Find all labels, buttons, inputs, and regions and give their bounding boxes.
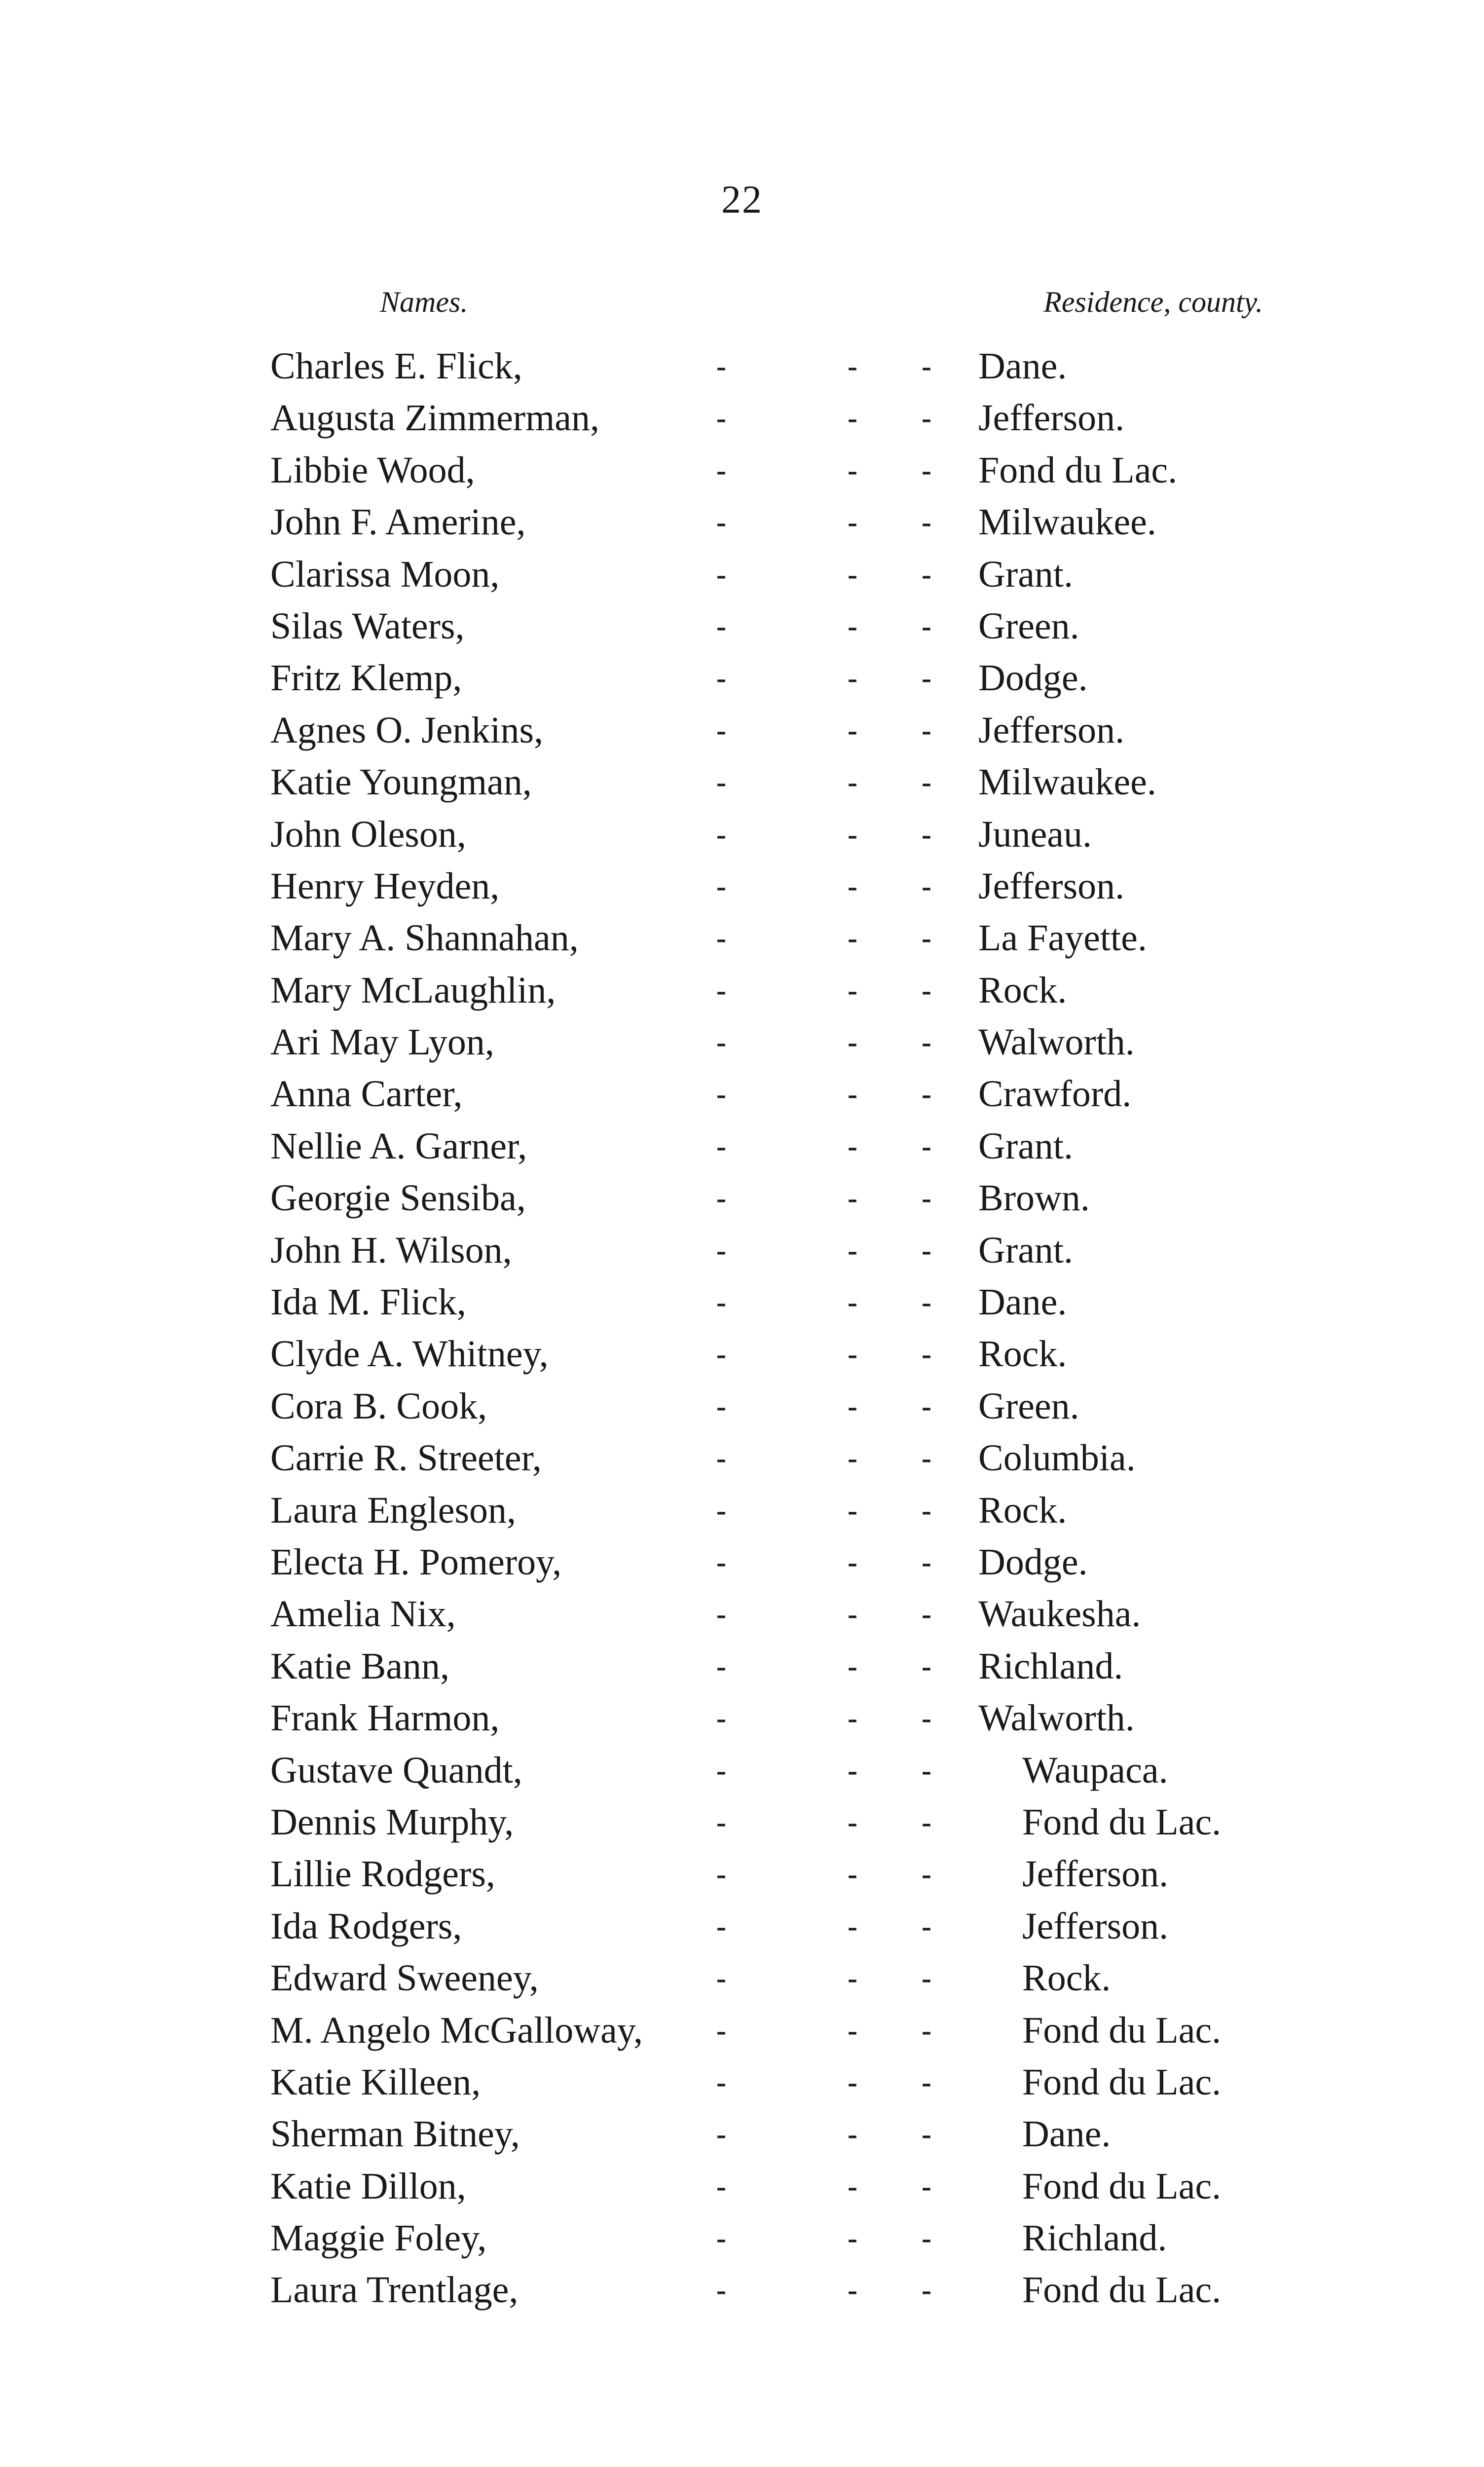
- entry-name: Ida M. Flick,: [270, 1281, 466, 1323]
- entry-county: Juneau.: [978, 813, 1092, 855]
- list-item: [0, 1225, 1484, 1276]
- entry-name: Clarissa Moon,: [270, 553, 500, 595]
- leader-dash: -: [716, 1286, 726, 1319]
- leader-dash: -: [922, 713, 931, 747]
- leader-dash: -: [922, 2118, 931, 2151]
- entry-county: Green.: [978, 1385, 1079, 1427]
- leader-dash: -: [922, 1962, 931, 1995]
- entry-county: Rock.: [1022, 1957, 1111, 1999]
- entry-name: Gustave Quandt,: [270, 1749, 522, 1791]
- entry-name: Clyde A. Whitney,: [270, 1333, 549, 1375]
- entry-county: Rock.: [978, 1489, 1067, 1531]
- leader-dash: -: [848, 453, 857, 486]
- leader-dash: -: [922, 1078, 931, 1111]
- leader-dash: -: [848, 1442, 857, 1475]
- list-item: [0, 1588, 1484, 1640]
- leader-dash: -: [922, 766, 931, 799]
- list-item: [0, 1172, 1484, 1224]
- leader-dash: -: [922, 1442, 931, 1475]
- leader-dash: -: [848, 506, 857, 539]
- leader-dash: -: [922, 558, 931, 591]
- entry-name: Katie Killeen,: [270, 2061, 481, 2103]
- entry-county: Jefferson.: [1022, 1905, 1169, 1947]
- entry-county: Fond du Lac.: [1022, 1801, 1222, 1843]
- leader-dash: -: [716, 922, 726, 955]
- leader-dash: -: [848, 2065, 857, 2098]
- leader-dash: -: [716, 2014, 726, 2047]
- entry-list: [0, 340, 1484, 2317]
- entry-name: Charles E. Flick,: [270, 345, 522, 387]
- leader-dash: -: [848, 2274, 857, 2307]
- leader-dash: -: [716, 1026, 726, 1059]
- entry-county: Fond du Lac.: [978, 449, 1178, 491]
- entry-name: M. Angelo McGalloway,: [270, 2009, 643, 2051]
- list-item: [0, 2056, 1484, 2108]
- leader-dash: -: [848, 1129, 857, 1162]
- list-item: [0, 1641, 1484, 1692]
- leader-dash: -: [716, 818, 726, 851]
- leader-dash: -: [716, 713, 726, 747]
- leader-dash: -: [848, 2014, 857, 2047]
- entry-name: Laura Trentlage,: [270, 2269, 519, 2311]
- entry-county: Fond du Lac.: [1022, 2165, 1222, 2207]
- list-item: [0, 340, 1484, 392]
- leader-dash: -: [848, 922, 857, 955]
- leader-dash: -: [922, 1909, 931, 1943]
- leader-dash: -: [716, 1805, 726, 1838]
- leader-dash: -: [716, 558, 726, 591]
- leader-dash: -: [848, 662, 857, 695]
- leader-dash: -: [922, 1649, 931, 1682]
- list-item: [0, 392, 1484, 444]
- leader-dash: -: [848, 973, 857, 1007]
- list-item: [0, 1381, 1484, 1432]
- entry-county: Fond du Lac.: [1022, 2269, 1222, 2311]
- entry-county: Fond du Lac.: [1022, 2009, 1222, 2051]
- list-item: [0, 600, 1484, 652]
- leader-dash: -: [848, 1026, 857, 1059]
- entry-name: Katie Youngman,: [270, 761, 532, 803]
- entry-name: Dennis Murphy,: [270, 1801, 514, 1843]
- leader-dash: -: [716, 1962, 726, 1995]
- entry-name: Libbie Wood,: [270, 449, 475, 491]
- leader-dash: -: [848, 558, 857, 591]
- leader-dash: -: [922, 922, 931, 955]
- entry-name: Frank Harmon,: [270, 1697, 500, 1739]
- entry-county: Jefferson.: [978, 865, 1125, 907]
- leader-dash: -: [922, 2014, 931, 2047]
- list-item: [0, 2005, 1484, 2056]
- column-heading-names: Names.: [380, 286, 468, 318]
- entry-name: John F. Amerine,: [270, 501, 526, 543]
- entry-name: Cora B. Cook,: [270, 1385, 487, 1427]
- leader-dash: -: [716, 2274, 726, 2307]
- leader-dash: -: [716, 1598, 726, 1631]
- entry-county: Milwaukee.: [978, 501, 1156, 543]
- leader-dash: -: [922, 1545, 931, 1578]
- entry-county: Walworth.: [978, 1021, 1135, 1063]
- list-item: [0, 445, 1484, 496]
- entry-name: Ida Rodgers,: [270, 1905, 462, 1947]
- leader-dash: -: [922, 1338, 931, 1371]
- leader-dash: -: [848, 1702, 857, 1735]
- leader-dash: -: [922, 1702, 931, 1735]
- leader-dash: -: [848, 1649, 857, 1682]
- leader-dash: -: [848, 2222, 857, 2255]
- leader-dash: -: [922, 1129, 931, 1162]
- leader-dash: -: [716, 1858, 726, 1891]
- entry-name: Fritz Klemp,: [270, 657, 462, 699]
- list-item: [0, 965, 1484, 1016]
- leader-dash: -: [922, 1494, 931, 1527]
- leader-dash: -: [848, 1234, 857, 1267]
- leader-dash: -: [716, 1754, 726, 1787]
- leader-dash: -: [922, 869, 931, 902]
- leader-dash: -: [716, 1078, 726, 1111]
- list-item: [0, 1848, 1484, 1900]
- entry-name: Electa H. Pomeroy,: [270, 1541, 562, 1583]
- entry-county: Brown.: [978, 1177, 1090, 1219]
- leader-dash: -: [716, 662, 726, 695]
- entry-county: Grant.: [978, 1229, 1074, 1271]
- entry-county: Walworth.: [978, 1697, 1135, 1739]
- list-item: [0, 496, 1484, 548]
- leader-dash: -: [848, 1962, 857, 1995]
- leader-dash: -: [848, 1182, 857, 1215]
- leader-dash: -: [716, 973, 726, 1007]
- list-item: [0, 1016, 1484, 1068]
- entry-county: Fond du Lac.: [1022, 2061, 1222, 2103]
- list-item: [0, 1745, 1484, 1796]
- list-item: [0, 1328, 1484, 1380]
- leader-dash: -: [922, 1182, 931, 1215]
- leader-dash: -: [848, 869, 857, 902]
- leader-dash: -: [716, 2118, 726, 2151]
- entry-county: Dane.: [978, 345, 1067, 387]
- entry-county: Rock.: [978, 1333, 1067, 1375]
- entry-name: Anna Carter,: [270, 1073, 463, 1115]
- entry-county: Grant.: [978, 553, 1074, 595]
- entry-name: Silas Waters,: [270, 605, 465, 647]
- leader-dash: -: [922, 973, 931, 1007]
- leader-dash: -: [848, 2169, 857, 2203]
- list-item: [0, 1796, 1484, 1848]
- leader-dash: -: [848, 1389, 857, 1422]
- list-item: [0, 705, 1484, 756]
- entry-name: Carrie R. Streeter,: [270, 1437, 542, 1479]
- leader-dash: -: [848, 766, 857, 799]
- leader-dash: -: [716, 1702, 726, 1735]
- entry-county: Richland.: [1022, 2217, 1167, 2259]
- entry-county: Grant.: [978, 1125, 1074, 1167]
- leader-dash: -: [848, 1494, 857, 1527]
- leader-dash: -: [716, 402, 726, 435]
- entry-name: Ari May Lyon,: [270, 1021, 494, 1063]
- leader-dash: -: [922, 1286, 931, 1319]
- entry-name: John Oleson,: [270, 813, 466, 855]
- entry-name: Georgie Sensiba,: [270, 1177, 526, 1219]
- list-item: [0, 1276, 1484, 1328]
- list-item: [0, 756, 1484, 808]
- entry-county: Richland.: [978, 1645, 1123, 1687]
- entry-county: Jefferson.: [978, 709, 1125, 751]
- leader-dash: -: [848, 1909, 857, 1943]
- list-item: [0, 2264, 1484, 2316]
- list-item: [0, 1536, 1484, 1588]
- leader-dash: -: [922, 1389, 931, 1422]
- leader-dash: -: [848, 1545, 857, 1578]
- entry-name: Henry Heyden,: [270, 865, 500, 907]
- entry-name: Agnes O. Jenkins,: [270, 709, 544, 751]
- leader-dash: -: [922, 506, 931, 539]
- list-item: [0, 1068, 1484, 1120]
- leader-dash: -: [848, 1858, 857, 1891]
- leader-dash: -: [716, 869, 726, 902]
- leader-dash: -: [716, 1442, 726, 1475]
- leader-dash: -: [716, 506, 726, 539]
- leader-dash: -: [716, 2222, 726, 2255]
- list-item: [0, 1485, 1484, 1536]
- entry-county: Jefferson.: [1022, 1853, 1169, 1895]
- entry-county: Jefferson.: [978, 397, 1125, 439]
- leader-dash: -: [922, 2274, 931, 2307]
- list-item: [0, 860, 1484, 912]
- leader-dash: -: [716, 1338, 726, 1371]
- leader-dash: -: [922, 402, 931, 435]
- leader-dash: -: [716, 453, 726, 486]
- entry-name: John H. Wilson,: [270, 1229, 512, 1271]
- leader-dash: -: [716, 1545, 726, 1578]
- leader-dash: -: [922, 2222, 931, 2255]
- leader-dash: -: [848, 609, 857, 642]
- leader-dash: -: [922, 1754, 931, 1787]
- leader-dash: -: [848, 1598, 857, 1631]
- entry-county: Crawford.: [978, 1073, 1132, 1115]
- list-item: [0, 2161, 1484, 2212]
- leader-dash: -: [716, 1129, 726, 1162]
- list-item: [0, 809, 1484, 860]
- list-item: [0, 1121, 1484, 1172]
- entry-name: Katie Bann,: [270, 1645, 450, 1687]
- list-item: [0, 2108, 1484, 2160]
- leader-dash: -: [848, 818, 857, 851]
- entry-name: Maggie Foley,: [270, 2217, 487, 2259]
- leader-dash: -: [848, 713, 857, 747]
- list-item: [0, 1692, 1484, 1744]
- entry-county: Dodge.: [978, 657, 1088, 699]
- leader-dash: -: [922, 1598, 931, 1631]
- list-item: [0, 1432, 1484, 1484]
- entry-name: Katie Dillon,: [270, 2165, 466, 2207]
- leader-dash: -: [922, 1805, 931, 1838]
- leader-dash: -: [848, 350, 857, 382]
- entry-county: Rock.: [978, 969, 1067, 1011]
- leader-dash: -: [848, 1754, 857, 1787]
- leader-dash: -: [922, 1026, 931, 1059]
- entry-name: Lillie Rodgers,: [270, 1853, 495, 1895]
- list-item: [0, 912, 1484, 964]
- entry-county: Waupaca.: [1022, 1749, 1168, 1791]
- page-number: 22: [721, 178, 763, 222]
- list-item: [0, 2212, 1484, 2264]
- list-item: [0, 1952, 1484, 2004]
- leader-dash: -: [848, 2118, 857, 2151]
- list-item: [0, 549, 1484, 600]
- leader-dash: -: [848, 1078, 857, 1111]
- leader-dash: -: [716, 2169, 726, 2203]
- leader-dash: -: [922, 2065, 931, 2098]
- leader-dash: -: [922, 662, 931, 695]
- leader-dash: -: [716, 2065, 726, 2098]
- entry-name: Edward Sweeney,: [270, 1957, 539, 1999]
- entry-name: Laura Engleson,: [270, 1489, 517, 1531]
- entry-name: Augusta Zimmerman,: [270, 397, 599, 439]
- leader-dash: -: [716, 1909, 726, 1943]
- entry-county: Dane.: [978, 1281, 1067, 1323]
- entry-name: Sherman Bitney,: [270, 2113, 520, 2155]
- leader-dash: -: [922, 818, 931, 851]
- list-item: [0, 652, 1484, 704]
- list-item: [0, 1901, 1484, 1952]
- leader-dash: -: [716, 350, 726, 382]
- entry-name: Mary McLaughlin,: [270, 969, 556, 1011]
- leader-dash: -: [716, 766, 726, 799]
- column-heading-residence: Residence, county.: [1043, 286, 1263, 318]
- entry-county: La Fayette.: [978, 917, 1147, 959]
- leader-dash: -: [848, 1805, 857, 1838]
- leader-dash: -: [922, 1234, 931, 1267]
- leader-dash: -: [716, 1182, 726, 1215]
- leader-dash: -: [848, 402, 857, 435]
- entry-county: Dodge.: [978, 1541, 1088, 1583]
- entry-county: Milwaukee.: [978, 761, 1156, 803]
- leader-dash: -: [922, 609, 931, 642]
- entry-name: Amelia Nix,: [270, 1593, 456, 1635]
- leader-dash: -: [848, 1338, 857, 1371]
- leader-dash: -: [922, 1858, 931, 1891]
- leader-dash: -: [716, 609, 726, 642]
- leader-dash: -: [716, 1389, 726, 1422]
- leader-dash: -: [922, 2169, 931, 2203]
- entry-name: Mary A. Shannahan,: [270, 917, 579, 959]
- entry-county: Green.: [978, 605, 1079, 647]
- leader-dash: -: [922, 350, 931, 382]
- leader-dash: -: [848, 1286, 857, 1319]
- leader-dash: -: [922, 453, 931, 486]
- entry-county: Waukesha.: [978, 1593, 1141, 1635]
- entry-county: Columbia.: [978, 1437, 1136, 1479]
- entry-name: Nellie A. Garner,: [270, 1125, 527, 1167]
- leader-dash: -: [716, 1494, 726, 1527]
- leader-dash: -: [716, 1649, 726, 1682]
- entry-county: Dane.: [1022, 2113, 1111, 2155]
- leader-dash: -: [716, 1234, 726, 1267]
